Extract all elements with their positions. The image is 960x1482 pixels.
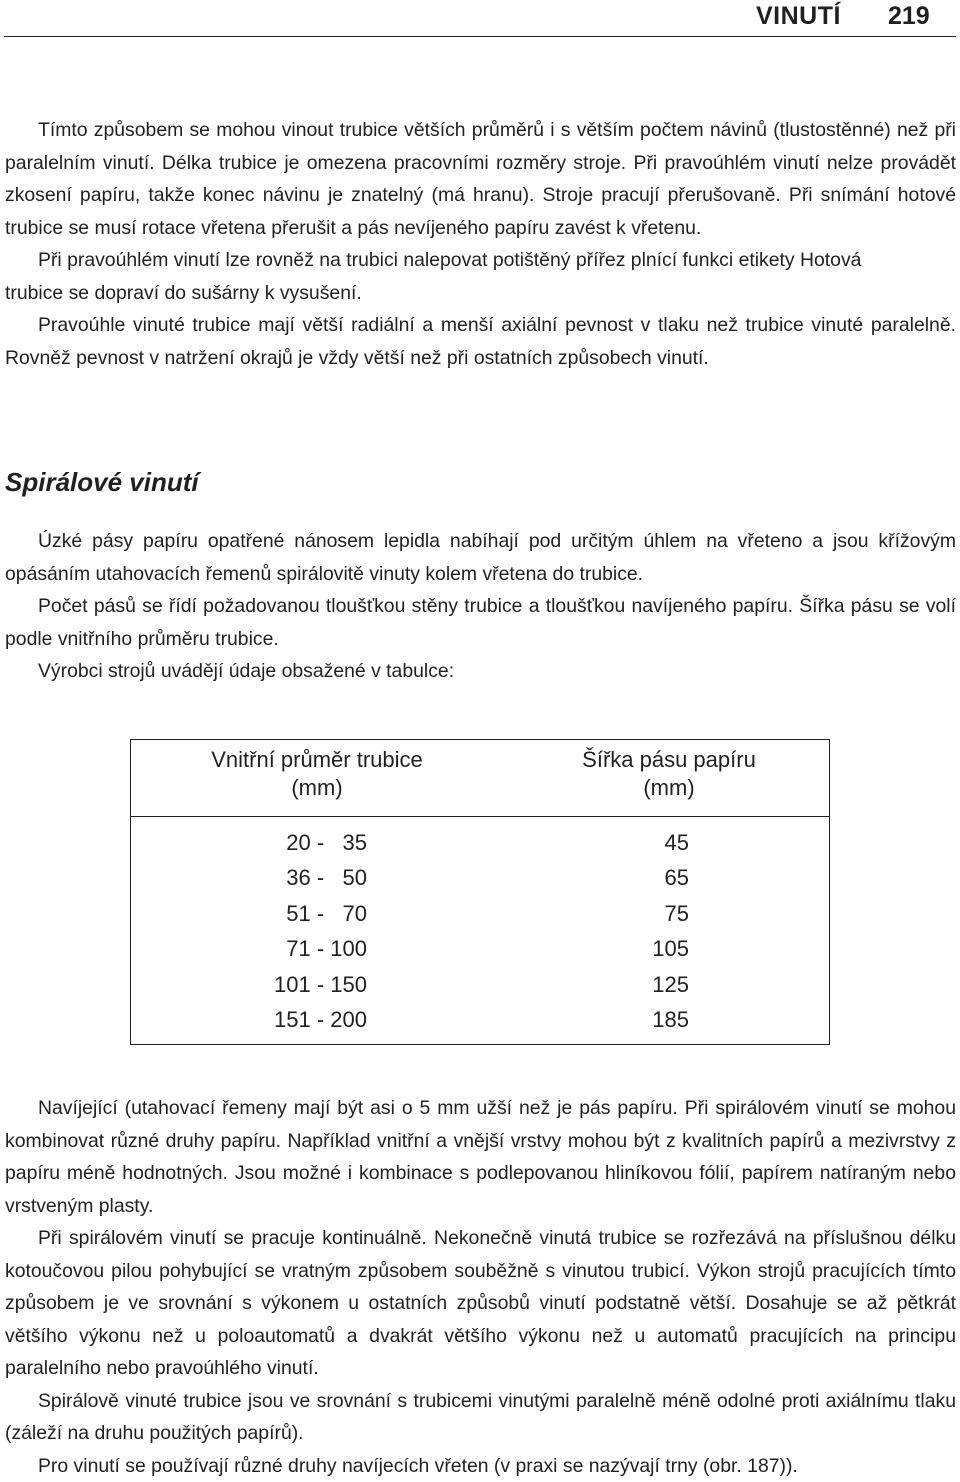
diameter-range-cell: 36 - 50	[286, 865, 367, 891]
paragraph: Při spirálovém vinutí se pracuje kontinuálně. Nekonečně vinutá trubice se rozřezává na příslušnou délku kotoučovou pilou pohybující se vratným způsobem souběžně s vinutou trubicí. Výkon strojů pracujících tímto způsobem je ve srovnání s výkonem u ostatních způsobů vinutí podstatně větší. Dosahuje se až pětkrát většího výkonu než u poloautomatů a dvakrát většího výkonu než u automatů pracujících na principu paralelního nebo pravoúhlého vinutí.	[5, 1227, 956, 1379]
paragraph: Úzké pásy papíru opatřené nánosem lepidla nabíhají pod určitým úhlem na vřeteno a jsou křížovým opásáním utahovacích řemenů spirálovitě vinuty kolem vřetena do trubice.	[5, 530, 956, 585]
section-heading: Spirálové vinutí	[5, 467, 199, 497]
table-body	[131, 826, 829, 1038]
strip-width-cell: 65	[664, 865, 689, 891]
table-row	[131, 1003, 829, 1038]
strip-width-cell: 105	[652, 936, 689, 962]
table-row	[131, 897, 829, 932]
diameter-range-cell: 20 - 35	[286, 830, 367, 855]
paragraph: Při pravoúhlém vinutí lze rovněž na trubici nalepovat potištěný přířez plnící funkci etikety Hotová trubice se dopraví do sušárny k vysušení.	[5, 249, 862, 304]
diameter-range-cell: 71 - 100	[286, 936, 367, 962]
table-row	[131, 932, 829, 967]
strip-width-cell: 185	[652, 1006, 689, 1032]
column-header-inner-diameter: Vnitřní průměr trubice (mm)	[211, 747, 423, 800]
paragraph: Pravoúhle vinuté trubice mají větší radiální a menší axiální pevnost v tlaku než trubice vinuté paralelně. Rovněž pevnost v natržení okrajů je vždy větší než při ostatních způsobech vinutí.	[5, 314, 956, 369]
section-text	[5, 525, 956, 688]
data-table	[130, 739, 830, 1045]
strip-width-cell: 45	[664, 830, 689, 855]
column-header-strip-width: Šířka pásu papíru (mm)	[582, 747, 756, 800]
diameter-range-cell: 151 - 200	[274, 1006, 367, 1032]
chapter-title: VINUTÍ	[756, 2, 841, 30]
intro-text	[5, 114, 956, 374]
paragraph: Spirálově vinuté trubice jsou ve srovnání s trubicemi vinutými paralelně méně odolné proti axiálnímu tlaku (záleží na druhu použitých papírů).	[5, 1389, 956, 1444]
strip-width-cell: 125	[652, 971, 689, 997]
header-divider	[131, 816, 829, 817]
table-row	[131, 968, 829, 1003]
diameter-range-cell: 51 - 70	[286, 900, 367, 926]
strip-width-cell: 75	[664, 900, 689, 926]
page-number: 219	[888, 2, 930, 30]
closing-text	[5, 1092, 956, 1482]
paragraph: Pro vinutí se používají různé druhy navíjecích vřeten (v praxi se nazývají trny (obr. 187)).	[38, 1454, 798, 1477]
paragraph: Tímto způsobem se mohou vinout trubice větších průměrů i s větším počtem návinů (tlustostěnné) než při paralelním vinutí. Délka trubice je omezena pracovními rozměry stroje. Při pravoúhlém vinutí nelze provádět zkosení papíru, takže konec návinu je znatelný (má hranu). Stroje pracují přerušovaně. Při snímání hotové trubice se musí rotace vřetena přerušit a pás nevíjeného papíru zavést k vřetenu.	[5, 119, 956, 239]
table-row	[131, 861, 829, 896]
running-header	[4, 0, 956, 37]
table-row	[131, 826, 829, 861]
paragraph: Výrobci strojů uvádějí údaje obsažené v tabulce:	[38, 660, 455, 682]
paragraph: Navíjející (utahovací řemeny mají být asi o 5 mm užší než je pás papíru. Při spirálovém vinutí se mohou kombinovat různé druhy papíru. Například vnitřní a vnější vrstvy mohou být z kvalitních papírů a mezivrstvy z papíru méně hodnotných. Jsou možné i kombinace s podlepovanou hliníkovou fólií, papírem natíraným nebo vrstveným plasty.	[5, 1097, 956, 1217]
diameter-range-cell: 101 - 150	[274, 971, 367, 997]
paragraph: Počet pásů se řídí požadovanou tloušťkou stěny trubice a tloušťkou navíjeného papíru. Šířka pásu se volí podle vnitřního průměru trubice.	[5, 595, 956, 650]
